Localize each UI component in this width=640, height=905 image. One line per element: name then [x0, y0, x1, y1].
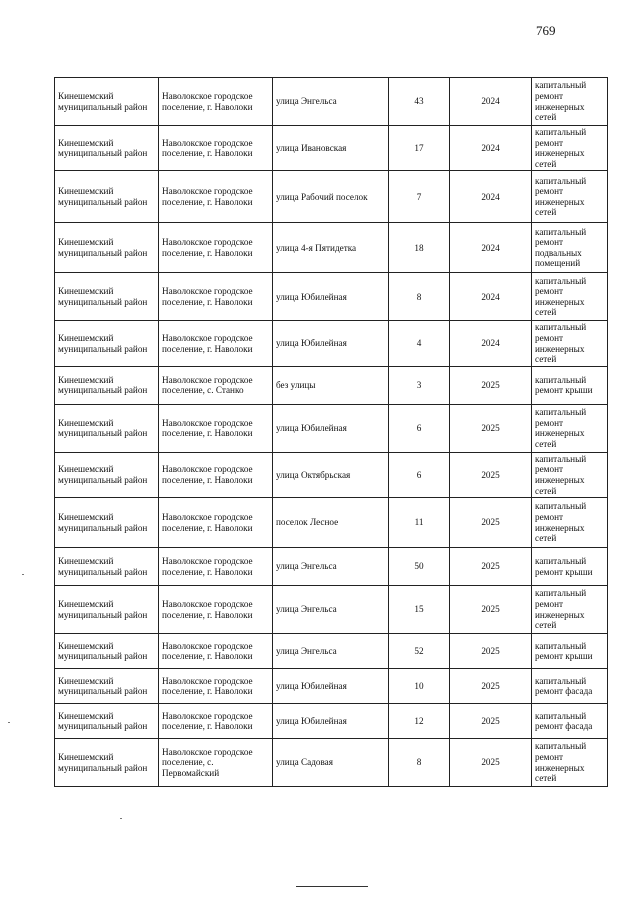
house-number-cell: 52 — [389, 634, 450, 669]
district-cell: Кинешемский муниципальный район — [55, 404, 159, 452]
street-cell: улица Садовая — [273, 739, 389, 787]
work-type-cell: капитальный ремонт инженерных сетей — [532, 586, 608, 634]
scan-speck — [8, 722, 10, 723]
table-row — [55, 273, 608, 321]
table-row — [55, 452, 608, 497]
district-cell: Кинешемский муниципальный район — [55, 586, 159, 634]
year-cell: 2024 — [450, 273, 532, 321]
year-cell: 2025 — [450, 452, 532, 497]
work-type-cell: капитальный ремонт инженерных сетей — [532, 404, 608, 452]
street-cell: улица Юбилейная — [273, 669, 389, 704]
house-number-cell: 12 — [389, 704, 450, 739]
settlement-cell: Наволокское городское поселение, г. Наволоки — [159, 586, 273, 634]
table-row — [55, 498, 608, 548]
settlement-cell: Наволокское городское поселение, с. Станко — [159, 366, 273, 404]
house-number-cell: 10 — [389, 669, 450, 704]
work-type-cell: капитальный ремонт инженерных сетей — [532, 739, 608, 787]
settlement-cell: Наволокское городское поселение, г. Наволоки — [159, 634, 273, 669]
house-number-cell: 17 — [389, 126, 450, 171]
table-row — [55, 78, 608, 126]
district-cell: Кинешемский муниципальный район — [55, 548, 159, 586]
house-number-cell: 6 — [389, 452, 450, 497]
house-number-cell: 11 — [389, 498, 450, 548]
street-cell: улица Юбилейная — [273, 404, 389, 452]
year-cell: 2025 — [450, 669, 532, 704]
year-cell: 2025 — [450, 739, 532, 787]
street-cell: без улицы — [273, 366, 389, 404]
street-cell: поселок Лесное — [273, 498, 389, 548]
street-cell: улица Энгельса — [273, 586, 389, 634]
street-cell: улица Энгельса — [273, 78, 389, 126]
district-cell: Кинешемский муниципальный район — [55, 78, 159, 126]
street-cell: улица Октябрьская — [273, 452, 389, 497]
house-number-cell: 18 — [389, 223, 450, 273]
table-row — [55, 223, 608, 273]
district-cell: Кинешемский муниципальный район — [55, 126, 159, 171]
work-type-cell: капитальный ремонт инженерных сетей — [532, 498, 608, 548]
work-type-cell: капитальный ремонт инженерных сетей — [532, 78, 608, 126]
work-type-cell: капитальный ремонт крыши — [532, 548, 608, 586]
year-cell: 2024 — [450, 126, 532, 171]
settlement-cell: Наволокское городское поселение, г. Наволоки — [159, 704, 273, 739]
district-cell: Кинешемский муниципальный район — [55, 498, 159, 548]
district-cell: Кинешемский муниципальный район — [55, 669, 159, 704]
year-cell: 2025 — [450, 634, 532, 669]
district-cell: Кинешемский муниципальный район — [55, 223, 159, 273]
district-cell: Кинешемский муниципальный район — [55, 171, 159, 223]
settlement-cell: Наволокское городское поселение, г. Наволоки — [159, 273, 273, 321]
table-row — [55, 634, 608, 669]
year-cell: 2025 — [450, 366, 532, 404]
year-cell: 2024 — [450, 171, 532, 223]
table-row — [55, 126, 608, 171]
house-number-cell: 50 — [389, 548, 450, 586]
footer-rule — [296, 886, 368, 887]
settlement-cell: Наволокское городское поселение, г. Наволоки — [159, 321, 273, 366]
work-type-cell: капитальный ремонт подвальных помещений — [532, 223, 608, 273]
table-row — [55, 669, 608, 704]
year-cell: 2025 — [450, 498, 532, 548]
year-cell: 2024 — [450, 78, 532, 126]
year-cell: 2025 — [450, 404, 532, 452]
settlement-cell: Наволокское городское поселение, г. Наволоки — [159, 669, 273, 704]
table-row — [55, 548, 608, 586]
table-row — [55, 171, 608, 223]
house-number-cell: 15 — [389, 586, 450, 634]
work-type-cell: капитальный ремонт фасада — [532, 669, 608, 704]
settlement-cell: Наволокское городское поселение, г. Наволоки — [159, 78, 273, 126]
settlement-cell: Наволокское городское поселение, г. Наволоки — [159, 171, 273, 223]
table-row — [55, 404, 608, 452]
year-cell: 2024 — [450, 321, 532, 366]
settlement-cell: Наволокское городское поселение, г. Наволоки — [159, 452, 273, 497]
district-cell: Кинешемский муниципальный район — [55, 273, 159, 321]
year-cell: 2024 — [450, 223, 532, 273]
house-number-cell: 7 — [389, 171, 450, 223]
street-cell: улица 4-я Пятидетка — [273, 223, 389, 273]
year-cell: 2025 — [450, 548, 532, 586]
house-number-cell: 8 — [389, 739, 450, 787]
repair-program-table — [54, 77, 608, 787]
settlement-cell: Наволокское городское поселение, г. Наволоки — [159, 223, 273, 273]
table-row — [55, 739, 608, 787]
work-type-cell: капитальный ремонт инженерных сетей — [532, 321, 608, 366]
settlement-cell: Наволокское городское поселение, г. Наволоки — [159, 548, 273, 586]
house-number-cell: 3 — [389, 366, 450, 404]
work-type-cell: капитальный ремонт крыши — [532, 634, 608, 669]
street-cell: улица Юбилейная — [273, 273, 389, 321]
house-number-cell: 8 — [389, 273, 450, 321]
year-cell: 2025 — [450, 586, 532, 634]
district-cell: Кинешемский муниципальный район — [55, 739, 159, 787]
street-cell: улица Юбилейная — [273, 321, 389, 366]
house-number-cell: 43 — [389, 78, 450, 126]
street-cell: улица Рабочий поселок — [273, 171, 389, 223]
district-cell: Кинешемский муниципальный район — [55, 634, 159, 669]
page-number: 769 — [536, 23, 556, 38]
settlement-cell: Наволокское городское поселение, с. Первомайский — [159, 739, 273, 787]
settlement-cell: Наволокское городское поселение, г. Наволоки — [159, 404, 273, 452]
house-number-cell: 4 — [389, 321, 450, 366]
work-type-cell: капитальный ремонт инженерных сетей — [532, 452, 608, 497]
district-cell: Кинешемский муниципальный район — [55, 321, 159, 366]
district-cell: Кинешемский муниципальный район — [55, 452, 159, 497]
district-cell: Кинешемский муниципальный район — [55, 366, 159, 404]
work-type-cell: капитальный ремонт инженерных сетей — [532, 126, 608, 171]
street-cell: улица Энгельса — [273, 634, 389, 669]
settlement-cell: Наволокское городское поселение, г. Наволоки — [159, 126, 273, 171]
table-row — [55, 321, 608, 366]
year-cell: 2025 — [450, 704, 532, 739]
work-type-cell: капитальный ремонт фасада — [532, 704, 608, 739]
street-cell: улица Юбилейная — [273, 704, 389, 739]
district-cell: Кинешемский муниципальный район — [55, 704, 159, 739]
settlement-cell: Наволокское городское поселение, г. Наволоки — [159, 498, 273, 548]
street-cell: улица Ивановская — [273, 126, 389, 171]
work-type-cell: капитальный ремонт крыши — [532, 366, 608, 404]
scan-speck — [120, 818, 122, 819]
table-row — [55, 704, 608, 739]
street-cell: улица Энгельса — [273, 548, 389, 586]
table-row — [55, 366, 608, 404]
work-type-cell: капитальный ремонт инженерных сетей — [532, 273, 608, 321]
table-row — [55, 586, 608, 634]
scan-speck — [22, 574, 24, 575]
work-type-cell: капитальный ремонт инженерных сетей — [532, 171, 608, 223]
house-number-cell: 6 — [389, 404, 450, 452]
